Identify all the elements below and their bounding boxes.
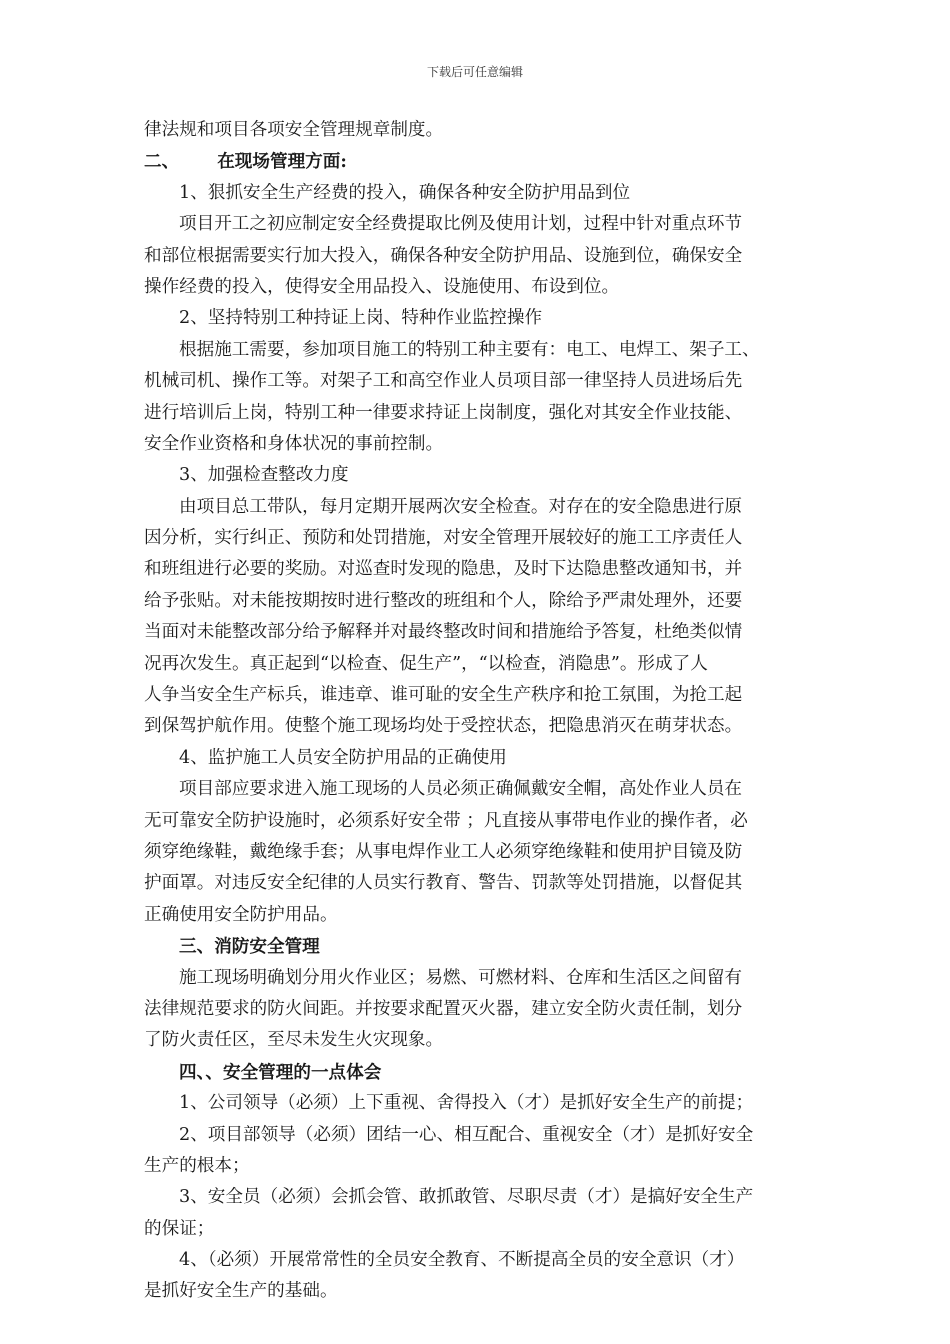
item3-line: 由项目总工带队，每月定期开展两次安全检查。对存在的安全隐患进行原 [179,496,743,517]
item4-line: 护面罩。对违反安全纪律的人员实行教育、警告、罚款等处罚措施，以督促其 [144,873,743,894]
section4-point-continuation: 的保证； [144,1218,215,1239]
intro-tail-line: 律法规和项目各项安全管理规章制度。 [144,120,444,140]
section2-number: 二、 [144,151,180,173]
item2-line: 进行培训后上岗，特别工种一律要求持证上岗制度，强化对其安全作业技能、 [144,402,743,423]
section3-line: 法律规范要求的防火间距。并按要求配置灭火器，建立安全防火责任制，划分 [144,998,743,1019]
item3-line: 和班组进行必要的奖励。对巡查时发现的隐患，及时下达隐患整改通知书，并 [144,559,743,580]
item3-line: 当面对未能整改部分给予解释并对最终整改时间和措施给予答复，杜绝类似情 [144,622,743,643]
item3-line: 因分析，实行纠正、预防和处罚措施，对安全管理开展较好的施工工序责任人 [144,528,743,549]
section4-point: 1、公司领导（必须）上下重视、舍得投入（才）是抓好安全生产的前提； [179,1093,754,1114]
item3-line: 况再次发生。真正起到“以检查、促生产”，“以检查，消隐患”。形成了人 [144,653,708,674]
section2-heading [144,146,814,177]
item4-line: 无可靠安全防护设施时，必须系好安全带 ；凡直接从事带电作业的操作者，必 [144,810,748,831]
section2-title: 在现场管理方面: [217,151,347,173]
item1-line: 操作经费的投入，使得安全用品投入、设施使用、布设到位。 [144,276,620,297]
document-body [144,115,814,1308]
item1-line: 和部位根据需要实行加大投入，确保各种安全防护用品、设施到位，确保安全 [144,245,743,266]
item3-title: 3、加强检查整改力度 [179,465,349,486]
page-header [0,64,950,80]
item3-line: 到保驾护航作用。使整个施工现场均处于受控状态，把隐患消灭在萌芽状态。 [144,716,743,737]
section3-heading: 三、消防安全管理 [179,936,320,958]
item1-title: 1、狠抓安全生产经费的投入，确保各种安全防护用品到位 [179,182,631,203]
section3-line: 施工现场明确划分用火作业区；易燃、可燃材料、仓库和生活区之间留有 [179,967,743,988]
section4-point: 4、（必须）开展常常性的全员安全教育、不断提高全员的安全意识（才） [179,1250,745,1271]
item2-line: 安全作业资格和身体状况的事前控制。 [144,433,444,454]
item2-line: 机械司机、操作工等。对架子工和高空作业人员项目部一律坚持人员进场后先 [144,371,743,392]
header-text: 下载后可任意编辑 [426,65,523,79]
item4-title: 4、监护施工人员安全防护用品的正确使用 [179,747,507,768]
item4-line: 正确使用安全防护用品。 [144,904,338,925]
section4-point: 2、项目部领导（必须）团结一心、相互配合、重视安全（才）是抓好安全 [179,1124,754,1145]
section4-point-continuation: 是抓好安全生产的基础。 [144,1281,338,1302]
item2-line: 根据施工需要，参加项目施工的特别工种主要有：电工、电焊工、架子工、 [179,339,760,360]
item3-line: 人争当安全生产标兵，谁违章、谁可耻的安全生产秩序和抢工氛围，为抢工起 [144,685,743,706]
section4-point-continuation: 生产的根本； [144,1155,250,1176]
section4-heading: 四、、安全管理的一点体会 [179,1061,382,1083]
item1-line: 项目开工之初应制定安全经费提取比例及使用计划，过程中针对重点环节 [179,214,743,235]
section4-point: 3、安全员（必须）会抓会管、敢抓敢管、尽职尽责（才）是搞好安全生产 [179,1187,754,1208]
item4-line: 须穿绝缘鞋，戴绝缘手套；从事电焊作业工人必须穿绝缘鞋和使用护目镜及防 [144,841,743,862]
section3-line: 了防火责任区，至尽未发生火灾现象。 [144,1030,444,1051]
item4-line: 项目部应要求进入施工现场的人员必须正确佩戴安全帽，高处作业人员在 [179,779,743,800]
item3-line: 给予张贴。对未能按期按时进行整改的班组和个人，除给予严肃处理外，还要 [144,590,743,611]
item2-title: 2、坚持特别工种持证上岗、特种作业监控操作 [179,308,543,329]
